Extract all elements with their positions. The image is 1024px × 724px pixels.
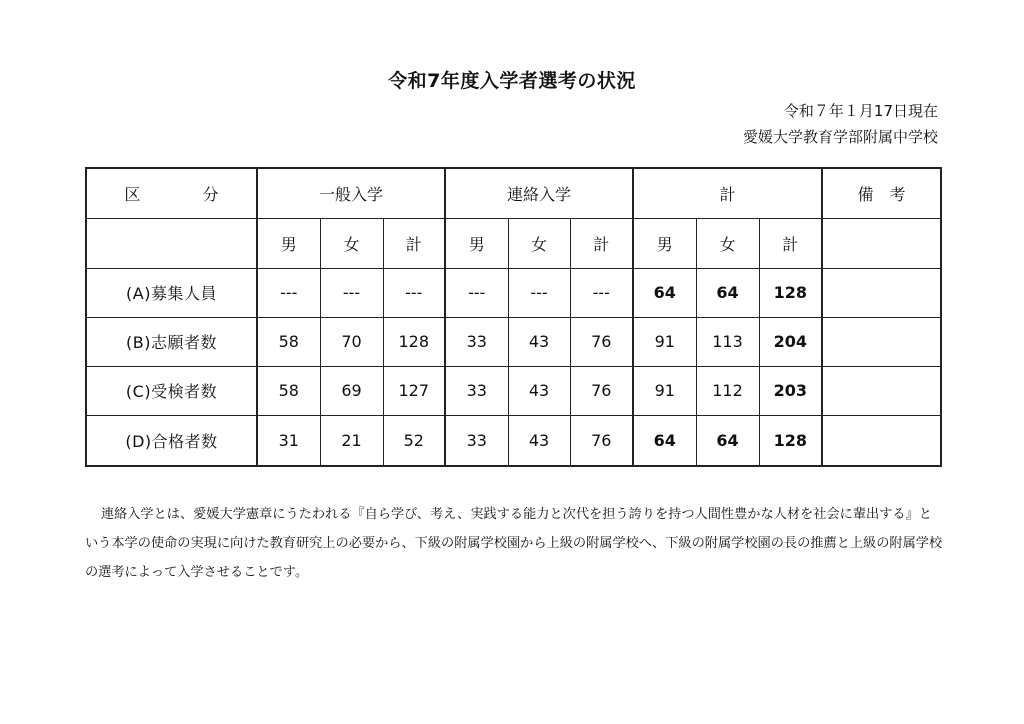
- subheader-row: [86, 218, 941, 268]
- header-general: 一般入学: [257, 168, 445, 218]
- cell: 127: [383, 366, 445, 415]
- cell: 91: [633, 366, 696, 415]
- header-kubun: [86, 168, 257, 218]
- subheader-empty: [86, 218, 257, 268]
- cell: 64: [696, 268, 759, 317]
- subheader-remarks: [822, 218, 941, 268]
- header-total: 計: [633, 168, 822, 218]
- cell: 43: [508, 366, 570, 415]
- cell: ---: [445, 268, 508, 317]
- cell: 33: [445, 317, 508, 366]
- cell: ---: [320, 268, 383, 317]
- cell: 76: [570, 366, 633, 415]
- cell: 58: [257, 317, 320, 366]
- remarks-cell: [822, 366, 941, 415]
- cell: 69: [320, 366, 383, 415]
- cell: 112: [696, 366, 759, 415]
- header-remarks: 備 考: [822, 168, 941, 218]
- cell: 21: [320, 415, 383, 466]
- subheader-cell: 女: [696, 218, 759, 268]
- subheader-cell: 女: [320, 218, 383, 268]
- cell: 76: [570, 317, 633, 366]
- subheader-cell: 男: [257, 218, 320, 268]
- row-label: (A)募集人員: [86, 268, 257, 317]
- cell: 70: [320, 317, 383, 366]
- cell: 64: [696, 415, 759, 466]
- cell: 128: [383, 317, 445, 366]
- admission-status-table: [85, 167, 942, 467]
- cell: 204: [759, 317, 822, 366]
- cell: 128: [759, 268, 822, 317]
- cell: 128: [759, 415, 822, 466]
- remarks-cell: [822, 317, 941, 366]
- remarks-cell: [822, 415, 941, 466]
- cell: 76: [570, 415, 633, 466]
- subheader-cell: 計: [759, 218, 822, 268]
- table-row: [86, 366, 941, 415]
- cell: 33: [445, 366, 508, 415]
- subheader-cell: 計: [383, 218, 445, 268]
- table-row: [86, 415, 941, 466]
- cell: 91: [633, 317, 696, 366]
- cell: 113: [696, 317, 759, 366]
- cell: ---: [570, 268, 633, 317]
- cell: 33: [445, 415, 508, 466]
- header-row: [86, 168, 941, 218]
- page-title: 令和7年度入学者選考の状況: [388, 70, 636, 92]
- header-liaison: 連絡入学: [445, 168, 633, 218]
- liaison-note: [85, 500, 945, 587]
- cell: ---: [508, 268, 570, 317]
- cell: 31: [257, 415, 320, 466]
- subheader-cell: 計: [570, 218, 633, 268]
- table-row: [86, 268, 941, 317]
- row-label: (D)合格者数: [86, 415, 257, 466]
- school-name: 愛媛大学教育学部附属中学校: [742, 128, 938, 146]
- cell: 203: [759, 366, 822, 415]
- as-of-date: 令和７年１月17日現在: [783, 102, 938, 120]
- cell: ---: [257, 268, 320, 317]
- cell: 64: [633, 415, 696, 466]
- subheader-cell: 女: [508, 218, 570, 268]
- cell: ---: [383, 268, 445, 317]
- note-text: 連絡入学とは、愛媛大学憲章にうたわれる『自ら学び、考え、実践する能力と次代を担う誇りを持つ人間性豊かな人材を社会に輩出する』という本学の使命の実現に向けた教育研究上の必要から、下級の附属学校園から上級の附属学校へ、下級の附属学校園の長の推薦と上級の附属学校の選考によって入学させることです。: [85, 507, 943, 580]
- cell: 52: [383, 415, 445, 466]
- document-meta: [743, 98, 938, 150]
- header-kubun-a: 区: [124, 184, 141, 204]
- row-label: (C)受検者数: [86, 366, 257, 415]
- cell: 64: [633, 268, 696, 317]
- cell: 58: [257, 366, 320, 415]
- table-row: [86, 317, 941, 366]
- cell: 43: [508, 415, 570, 466]
- subheader-cell: 男: [633, 218, 696, 268]
- subheader-cell: 男: [445, 218, 508, 268]
- remarks-cell: [822, 268, 941, 317]
- row-label: (B)志願者数: [86, 317, 257, 366]
- header-kubun-b: 分: [202, 184, 219, 204]
- cell: 43: [508, 317, 570, 366]
